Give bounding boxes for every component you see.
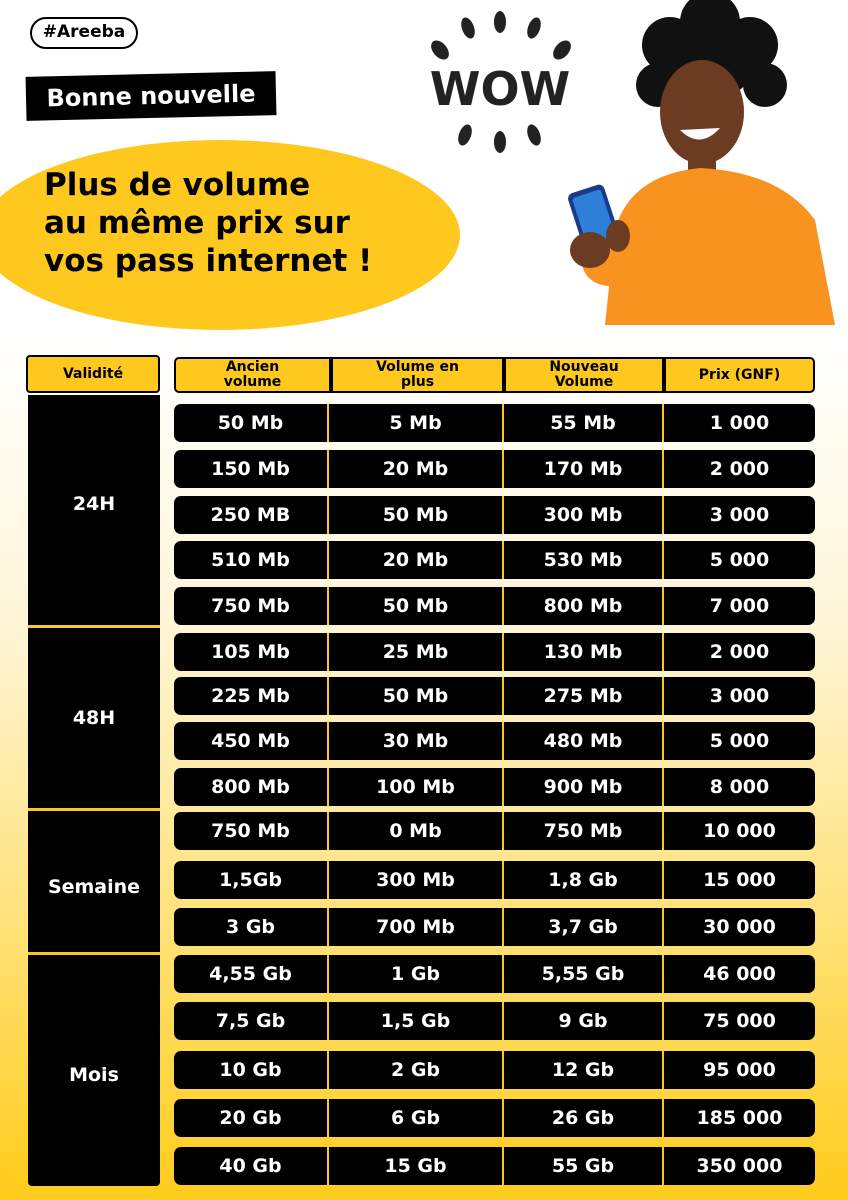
bonne-nouvelle-banner: Bonne nouvelle — [26, 71, 277, 121]
validity-column — [28, 395, 160, 1186]
extra-volume-cell: 50 Mb — [329, 587, 504, 625]
price-cell: 15 000 — [703, 869, 776, 891]
extra-volume-cell: 300 Mb — [329, 861, 504, 899]
price-cell: 10 000 — [703, 820, 776, 842]
price-cell: 1 000 — [709, 412, 770, 434]
new-volume-cell: 1,8 Gb — [504, 861, 664, 899]
price-cell: 3 000 — [709, 504, 770, 526]
extra-volume-cell: 30 Mb — [329, 722, 504, 760]
pass-row — [174, 768, 815, 806]
new-volume-cell: 3,7 Gb — [504, 908, 664, 946]
new-volume-cell: 750 Mb — [504, 812, 664, 850]
old-volume-cell: 10 Gb — [174, 1051, 329, 1089]
price-cell: 7 000 — [709, 595, 770, 617]
price-cell: 2 000 — [709, 641, 770, 663]
extra-volume-cell: 25 Mb — [329, 633, 504, 671]
pass-row — [174, 812, 815, 850]
new-volume-cell: 480 Mb — [504, 722, 664, 760]
new-volume-cell: 170 Mb — [504, 450, 664, 488]
old-volume-cell: 20 Gb — [174, 1099, 329, 1137]
extra-volume-cell: 5 Mb — [329, 404, 504, 442]
old-volume-cell: 750 Mb — [174, 587, 329, 625]
old-volume-cell: 225 Mb — [174, 677, 329, 715]
extra-volume-cell: 100 Mb — [329, 768, 504, 806]
price-cell: 46 000 — [703, 963, 776, 985]
wow-text: WOW — [429, 62, 571, 116]
old-volume-cell: 7,5 Gb — [174, 1002, 329, 1040]
hashtag-badge: #Areeba — [30, 17, 138, 49]
price-cell: 75 000 — [703, 1010, 776, 1032]
extra-volume-cell: 1 Gb — [329, 955, 504, 993]
new-volume-cell: 12 Gb — [504, 1051, 664, 1089]
pass-row — [174, 541, 815, 579]
validity-mois-label: Mois — [69, 1064, 119, 1086]
old-volume-cell: 510 Mb — [174, 541, 329, 579]
pass-row — [174, 404, 815, 442]
pass-row — [174, 587, 815, 625]
price-cell: 5 000 — [709, 730, 770, 752]
validity-header: Validité — [26, 355, 160, 393]
price-cell: 5 000 — [709, 549, 770, 571]
woman-with-phone-illustration — [560, 0, 848, 325]
extra-volume-cell: 2 Gb — [329, 1051, 504, 1089]
new-volume-cell: 5,55 Gb — [504, 955, 664, 993]
price-cell: 3 000 — [709, 685, 770, 707]
pass-row — [174, 496, 815, 534]
new-volume-cell: 275 Mb — [504, 677, 664, 715]
old-volume-cell: 1,5Gb — [174, 861, 329, 899]
validity-48h-label: 48H — [72, 707, 116, 729]
pass-row — [174, 677, 815, 715]
new-volume-cell: 530 Mb — [504, 541, 664, 579]
old-volume-cell: 3 Gb — [174, 908, 329, 946]
price-cell: 350 000 — [696, 1155, 783, 1177]
headline-line-1: Plus de volume — [44, 167, 311, 203]
validity-divider — [28, 808, 160, 811]
validity-divider — [28, 952, 160, 955]
price-cell: 2 000 — [709, 458, 770, 480]
old-volume-cell: 800 Mb — [174, 768, 329, 806]
extra-volume-cell: 50 Mb — [329, 677, 504, 715]
extra-volume-cell: 6 Gb — [329, 1099, 504, 1137]
pass-row — [174, 1147, 815, 1185]
pass-row — [174, 908, 815, 946]
new-volume-cell: 9 Gb — [504, 1002, 664, 1040]
price-cell: 30 000 — [703, 916, 776, 938]
pass-row — [174, 1099, 815, 1137]
new-volume-header: Nouveau Volume — [504, 357, 664, 393]
new-volume-cell: 55 Mb — [504, 404, 664, 442]
pass-row — [174, 1002, 815, 1040]
old-volume-cell: 40 Gb — [174, 1147, 329, 1185]
old-volume-cell: 105 Mb — [174, 633, 329, 671]
extra-volume-header: Volume en plus — [331, 357, 504, 393]
old-volume-header: Ancien volume — [174, 357, 331, 393]
old-volume-cell: 50 Mb — [174, 404, 329, 442]
headline-line-2: au même prix sur — [44, 205, 350, 241]
pass-row — [174, 861, 815, 899]
extra-volume-cell: 0 Mb — [329, 812, 504, 850]
price-cell: 185 000 — [696, 1107, 783, 1129]
validity-divider — [28, 625, 160, 628]
old-volume-cell: 750 Mb — [174, 812, 329, 850]
new-volume-cell: 26 Gb — [504, 1099, 664, 1137]
new-volume-cell: 300 Mb — [504, 496, 664, 534]
validity-24h-label: 24H — [72, 493, 116, 515]
pass-row — [174, 1051, 815, 1089]
price-header: Prix (GNF) — [664, 357, 815, 393]
headline-line-3: vos pass internet ! — [44, 243, 373, 279]
pass-row — [174, 450, 815, 488]
old-volume-cell: 250 MB — [174, 496, 329, 534]
old-volume-cell: 450 Mb — [174, 722, 329, 760]
extra-volume-cell: 20 Mb — [329, 541, 504, 579]
new-volume-cell: 130 Mb — [504, 633, 664, 671]
wow-burst-icon — [420, 10, 580, 160]
new-volume-cell: 55 Gb — [504, 1147, 664, 1185]
extra-volume-cell: 20 Mb — [329, 450, 504, 488]
new-volume-cell: 900 Mb — [504, 768, 664, 806]
old-volume-cell: 4,55 Gb — [174, 955, 329, 993]
old-volume-cell: 150 Mb — [174, 450, 329, 488]
price-cell: 95 000 — [703, 1059, 776, 1081]
extra-volume-cell: 1,5 Gb — [329, 1002, 504, 1040]
extra-volume-cell: 50 Mb — [329, 496, 504, 534]
pass-row — [174, 955, 815, 993]
headline — [44, 166, 372, 280]
pass-row — [174, 633, 815, 671]
extra-volume-cell: 15 Gb — [329, 1147, 504, 1185]
extra-volume-cell: 700 Mb — [329, 908, 504, 946]
new-volume-cell: 800 Mb — [504, 587, 664, 625]
pass-row — [174, 722, 815, 760]
validity-semaine-label: Semaine — [47, 876, 141, 898]
price-cell: 8 000 — [709, 776, 770, 798]
